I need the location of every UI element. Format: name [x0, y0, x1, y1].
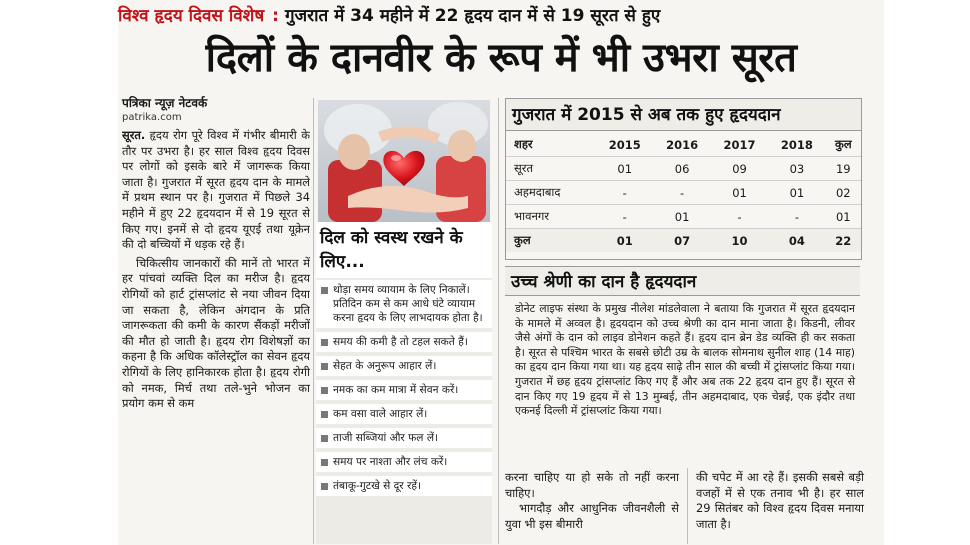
- column-header: 2016: [653, 133, 710, 157]
- column-header: 2017: [711, 133, 768, 157]
- byline: [122, 96, 312, 124]
- article-column-4: [696, 470, 864, 532]
- kicker-separator: :: [272, 6, 279, 26]
- tip-item: [316, 356, 492, 376]
- byline-name: पत्रिका न्यूज़ नेटवर्क: [122, 96, 208, 110]
- donation-title: उच्च श्रेणी का दान है हृदयदान: [505, 266, 860, 296]
- square-bullet-icon: [321, 339, 328, 346]
- square-bullet-icon: [321, 363, 328, 370]
- tip-item: [316, 332, 492, 352]
- square-bullet-icon: [321, 435, 328, 442]
- table-header-row: [506, 133, 861, 157]
- tip-item: [316, 428, 492, 448]
- table-row: [506, 181, 861, 205]
- tip-text: तंबाकू-गुटखे से दूर रहें।: [333, 480, 421, 492]
- table-cell: 04: [768, 229, 825, 253]
- table-cell: -: [711, 205, 768, 229]
- table-cell: 02: [826, 181, 861, 205]
- kicker: विश्व हृदय दिवस विशेष: [118, 6, 265, 26]
- subhead: गुजरात में 34 महीने में 22 हृदय दान में से 19 सूरत से हुए: [284, 6, 661, 26]
- tip-text: सेहत के अनुरूप आहार लें।: [333, 360, 437, 372]
- square-bullet-icon: [321, 483, 328, 490]
- tip-text: समय की कमी है तो टहल सकते हैं।: [333, 336, 468, 348]
- table-cell: कुल: [506, 229, 596, 253]
- tips-title: दिल को स्वस्थ रखने के लिए...: [316, 222, 492, 278]
- table-cell: 07: [653, 229, 710, 253]
- tip-text: ताजी सब्जियां और फल लें।: [333, 432, 439, 444]
- table-cell: 01: [596, 229, 653, 253]
- table-cell: -: [596, 205, 653, 229]
- headline: दिलों के दानवीर के रूप में भी उभरा सूरत: [205, 35, 797, 81]
- table-cell: 01: [596, 157, 653, 181]
- table-row: [506, 157, 861, 181]
- tip-text: कम वसा वाले आहार लें।: [333, 408, 428, 420]
- table-cell: 01: [653, 205, 710, 229]
- table-cell: 10: [711, 229, 768, 253]
- tip-item: [316, 476, 492, 496]
- column-header: 2018: [768, 133, 825, 157]
- dateline: सूरत.: [122, 128, 146, 142]
- tips-list: [316, 280, 492, 500]
- tip-text: समय पर नाश्ता और लंच करें।: [333, 456, 448, 468]
- column-header: कुल: [826, 133, 861, 157]
- paragraph-2: चिकित्सीय जानकारों की मानें तो भारत में हर पांचवां व्यक्ति दिल का मरीज है। हृदय रोगियों को हार्ट ट्रांसप्लांट से नया जीवन दिया जा सकता है, लेकिन अंगदान के प्रति जागरूकता की कमी के कारण सैंकड़ों मरीजों की मौत हो जाती है। हृदय रोग विशेषज्ञों का कहना है कि अधिक कॉलेस्ट्रॉल का सेवन हृदय रोगियों के लिए हानिकारक होता है। हृदय रोगी को नमक, मिर्च तथा तले-भुने भोजन का प्रयोग कम से कम: [122, 255, 310, 411]
- tip-item: [316, 404, 492, 424]
- tip-text: थोड़ा समय व्यायाम के लिए निकालें। प्रतिदिन कम से कम आधे घंटे व्यायाम करना हृदय के लिए लाभदायक होता है।: [333, 284, 483, 324]
- column-3-text-2: भागदौड़ और आधुनिक जीवनशैली से युवा भी इस बीमारी: [505, 501, 679, 531]
- table-cell: 09: [711, 157, 768, 181]
- square-bullet-icon: [321, 387, 328, 394]
- table-total-row: [506, 229, 861, 253]
- donation-body: डोनेट लाइफ संस्था के प्रमुख नीलेश मांडलेवाला ने बताया कि गुजरात में सूरत हृदयदान के मामले में अव्वल है। हृदयदान को उच्च श्रेणी का दान माना जाता है। किडनी, लीवर जैसे अंगों के दान को लाइव डोनेशन कहते हैं। हृदय दान ब्रेन डेड व्यक्ति ही कर सकता है। सूरत से पश्चिम भारत के सबसे छोटी उम्र के बालक सोमनाथ सुनील शाह (14 माह) का हृदय दान किया गया था। यह हृदय साढ़े तीन साल की बच्ची में ट्रांसप्लांट किया गया। गुजरात में छह हृदय ट्रांसप्लांट किए गए हैं और अब तक 22 हृदय दान हुए हैं। सूरत से दान किए गए 19 हृदय में से 13 मुम्बई, तीन अहमदाबाद, एक चेन्नई, एक इंदौर तथा एकनई दिल्ली में ट्रांसप्लांट किया गया।: [515, 302, 855, 418]
- square-bullet-icon: [321, 411, 328, 418]
- top-strip: [118, 4, 884, 28]
- table-cell: 06: [653, 157, 710, 181]
- table-cell: -: [653, 181, 710, 205]
- table-cell: -: [768, 205, 825, 229]
- column-header: शहर: [506, 133, 596, 157]
- table-cell: 01: [711, 181, 768, 205]
- column-3-text-1: करना चाहिए या हो सके तो नहीं करना चाहिए।: [505, 470, 679, 500]
- column-header: 2015: [596, 133, 653, 157]
- table-row: [506, 205, 861, 229]
- column-4-text: की चपेट में आ रहे हैं। इसकी सबसे बड़ी वजहों में से एक तनाव भी है। हर साल 29 सितंबर को विश्व हृदय दिवस मनाया जाता है।: [696, 470, 864, 531]
- paragraph-1-text: हृदय रोग पूरे विश्व में गंभीर बीमारी के तौर पर उभरा है। हर साल विश्व हृदय दिवस पर लोगों को इसके बारे में जागरूक किया जाता है। गुजरात में सूरत हृदय दान के मामले में प्रथम स्थान पर है। गुजरात में पिछले 34 महीने में हुए 22 हृदयदान में से 19 सूरत से किए गए। इनमें से दो हृदय यूएई तथा यूक्रेन की दो बच्चियों में धड़क रहे हैं।: [122, 128, 310, 252]
- left-margin: [0, 0, 118, 545]
- right-margin: [884, 0, 970, 545]
- column-rule: [498, 98, 499, 544]
- table-cell: सूरत: [506, 157, 596, 181]
- health-tips-box: [316, 222, 492, 544]
- table-cell: भावनगर: [506, 205, 596, 229]
- tip-item: [316, 280, 492, 328]
- heart-donation-stats-box: [505, 98, 862, 260]
- table-cell: 01: [826, 205, 861, 229]
- stats-table: [506, 133, 861, 252]
- article-column-3: [505, 470, 679, 532]
- table-cell: 03: [768, 157, 825, 181]
- paragraph-1: [122, 128, 310, 253]
- donation-section: [505, 266, 860, 466]
- byline-site: patrika.com: [122, 112, 182, 123]
- tip-item: [316, 452, 492, 472]
- column-rule: [313, 98, 314, 544]
- heart-in-hands-photo: [318, 100, 490, 222]
- tip-text: नमक का कम मात्रा में सेवन करें।: [333, 384, 459, 396]
- article-column-1: [122, 128, 310, 543]
- table-cell: 19: [826, 157, 861, 181]
- photo-illustration: [318, 100, 490, 222]
- column-rule: [687, 468, 688, 544]
- table-cell: -: [596, 181, 653, 205]
- square-bullet-icon: [321, 287, 328, 294]
- stats-title: गुजरात में 2015 से अब तक हुए हृदयदान: [506, 99, 861, 131]
- tip-item: [316, 380, 492, 400]
- table-cell: 01: [768, 181, 825, 205]
- table-cell: 22: [826, 229, 861, 253]
- square-bullet-icon: [321, 459, 328, 466]
- table-cell: अहमदाबाद: [506, 181, 596, 205]
